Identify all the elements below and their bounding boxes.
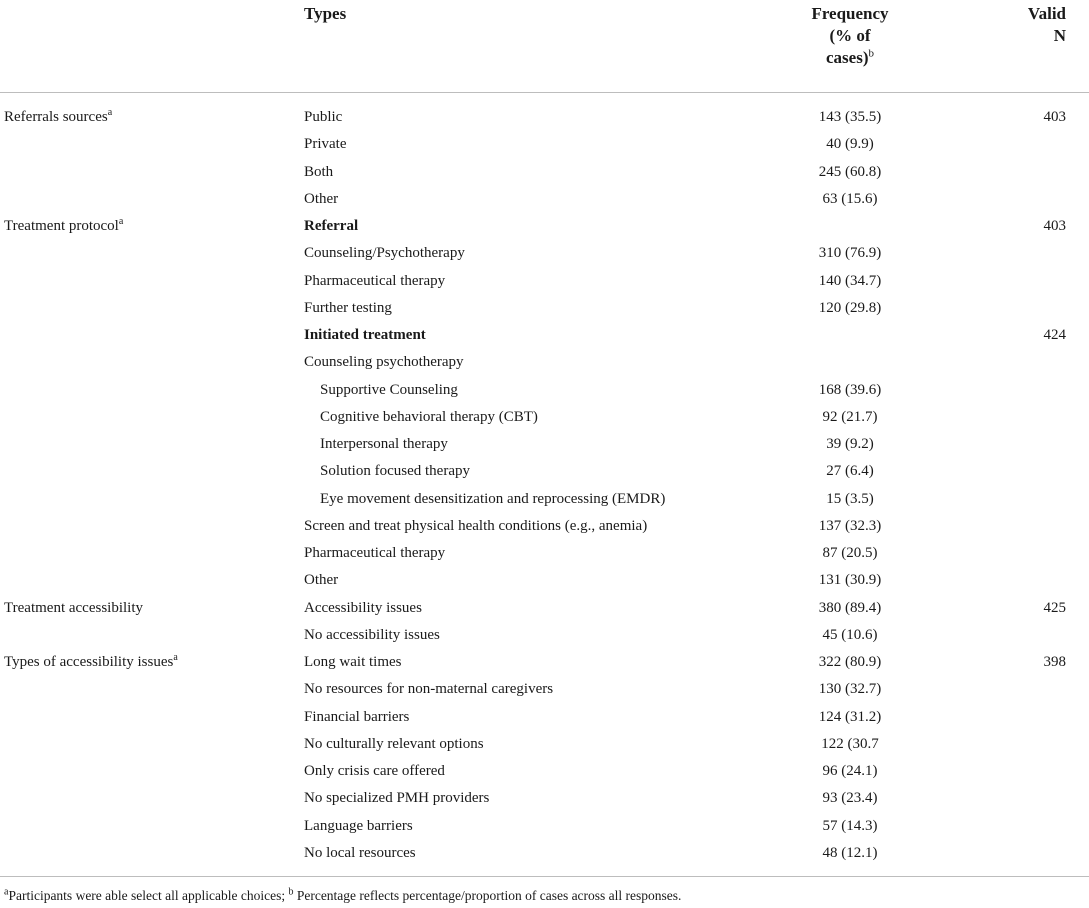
row-type: No specialized PMH providers [304, 790, 490, 807]
header-frequency-line2: (% of [829, 26, 871, 45]
row-category-footnote-mark: a [118, 216, 124, 227]
header-frequency-sup: b [868, 47, 874, 60]
header-types: Types [304, 4, 347, 23]
row-frequency: 93 (23.4) [822, 790, 878, 807]
header-valid-line1: Valid [1027, 4, 1066, 23]
table-row [0, 323, 1089, 350]
row-frequency: 131 (30.9) [818, 572, 882, 589]
row-frequency: 322 (80.9) [818, 654, 882, 670]
row-frequency: 168 (39.6) [818, 381, 882, 398]
row-type: Eye movement desensitization and reprocessing (EMDR) [320, 490, 666, 507]
header-frequency [795, 3, 905, 69]
row-frequency: 40 (9.9) [826, 136, 874, 153]
row-type: Further testing [304, 299, 392, 316]
row-type: No culturally relevant options [304, 735, 484, 752]
table-row [0, 187, 1089, 214]
row-type: Referral [304, 218, 359, 234]
footnote-sup-a: a [4, 886, 9, 898]
row-type: Solution focused therapy [320, 463, 470, 480]
row-valid-n: 403 [1043, 109, 1066, 125]
table-row [0, 732, 1089, 759]
row-frequency: 45 (10.6) [822, 626, 878, 643]
row-type: Counseling psychotherapy [304, 354, 464, 371]
table-row [0, 105, 1089, 132]
row-type: Other [304, 572, 339, 589]
row-type: No accessibility issues [304, 626, 440, 643]
header-frequency-line1: Frequency [811, 4, 889, 23]
table-row [0, 650, 1089, 677]
table-body [0, 93, 1089, 868]
table-row [0, 841, 1089, 868]
row-type: Language barriers [304, 817, 413, 834]
table-row [0, 786, 1089, 813]
footnote-text-b: Percentage reflects percentage/proportion of cases across all responses. [293, 888, 682, 903]
row-type: Interpersonal therapy [320, 436, 448, 452]
table-row [0, 432, 1089, 459]
row-category [4, 596, 143, 620]
table-row [0, 623, 1089, 650]
table-row [0, 759, 1089, 786]
row-type: No local resources [304, 844, 416, 861]
row-frequency: 380 (89.4) [818, 599, 882, 616]
row-frequency: 48 (12.1) [822, 844, 878, 861]
table-row [0, 596, 1089, 623]
row-type: Private [304, 136, 347, 153]
row-category [4, 105, 112, 129]
footnote-text-a: Participants were able select all applicable choices; [8, 888, 289, 903]
row-frequency: 63 (15.6) [822, 190, 878, 207]
table-row [0, 378, 1089, 405]
row-valid-n: 403 [1043, 218, 1066, 234]
row-frequency: 96 (24.1) [822, 763, 878, 779]
table-row [0, 568, 1089, 595]
table-row [0, 241, 1089, 268]
table-row [0, 814, 1089, 841]
row-type: Both [304, 163, 334, 180]
row-category-footnote-mark: a [107, 107, 113, 118]
row-frequency: 15 (3.5) [826, 490, 874, 507]
row-type: Financial barriers [304, 708, 410, 725]
table-row [0, 487, 1089, 514]
row-type: Pharmaceutical therapy [304, 545, 446, 561]
table-row [0, 160, 1089, 187]
row-frequency: 120 (29.8) [818, 299, 882, 316]
row-frequency: 245 (60.8) [818, 163, 882, 180]
row-frequency: 130 (32.7) [818, 681, 882, 698]
row-type: Other [304, 190, 339, 207]
row-valid-n: 398 [1043, 654, 1066, 670]
header-valid-n [1006, 3, 1066, 47]
table-row [0, 269, 1089, 296]
table-row [0, 541, 1089, 568]
header-valid-line2: N [1053, 26, 1066, 45]
row-frequency: 57 (14.3) [822, 817, 878, 834]
header-frequency-line3-text: cases) [826, 48, 869, 67]
row-frequency: 143 (35.5) [818, 109, 882, 125]
row-type: Accessibility issues [304, 599, 422, 616]
footnote-sup-b: b [288, 886, 294, 898]
row-valid-n: 424 [1043, 327, 1066, 343]
row-category-text: Referrals sources [4, 109, 108, 125]
row-valid-n: 425 [1043, 599, 1066, 616]
table-footnote [0, 876, 1089, 905]
row-frequency: 39 (9.2) [826, 436, 874, 452]
header-frequency-line3 [795, 47, 905, 69]
row-type: Cognitive behavioral therapy (CBT) [320, 408, 538, 425]
row-type: Pharmaceutical therapy [304, 272, 446, 289]
row-frequency: 124 (31.2) [818, 708, 882, 725]
table-row [0, 214, 1089, 241]
row-type: Initiated treatment [304, 327, 426, 343]
row-category-text: Types of accessibility issues [4, 654, 174, 670]
row-frequency: 140 (34.7) [818, 272, 882, 289]
row-category-text: Treatment accessibility [4, 599, 143, 616]
table-row [0, 132, 1089, 159]
row-frequency: 87 (20.5) [822, 545, 878, 561]
table-row [0, 514, 1089, 541]
table-row [0, 296, 1089, 323]
row-frequency: 92 (21.7) [822, 408, 878, 425]
table-row [0, 459, 1089, 486]
row-frequency: 310 (76.9) [818, 245, 882, 262]
row-type: Only crisis care offered [304, 763, 445, 779]
table-row [0, 350, 1089, 377]
row-type: Counseling/Psychotherapy [304, 245, 465, 262]
row-category-text: Treatment protocol [4, 218, 119, 234]
row-frequency: 27 (6.4) [826, 463, 874, 480]
table-row [0, 677, 1089, 704]
table-row [0, 705, 1089, 732]
row-type: Long wait times [304, 654, 402, 670]
row-type: Screen and treat physical health conditions (e.g., anemia) [304, 517, 648, 534]
row-type: No resources for non-maternal caregivers [304, 681, 554, 698]
row-category-footnote-mark: a [173, 652, 178, 663]
row-category [4, 650, 178, 674]
table-row [0, 405, 1089, 432]
row-type: Supportive Counseling [320, 381, 458, 398]
table-header [0, 0, 1089, 93]
row-category [4, 214, 123, 238]
row-frequency: 137 (32.3) [818, 517, 882, 534]
row-frequency: 122 (30.7 [821, 735, 879, 752]
row-type: Public [304, 109, 343, 125]
